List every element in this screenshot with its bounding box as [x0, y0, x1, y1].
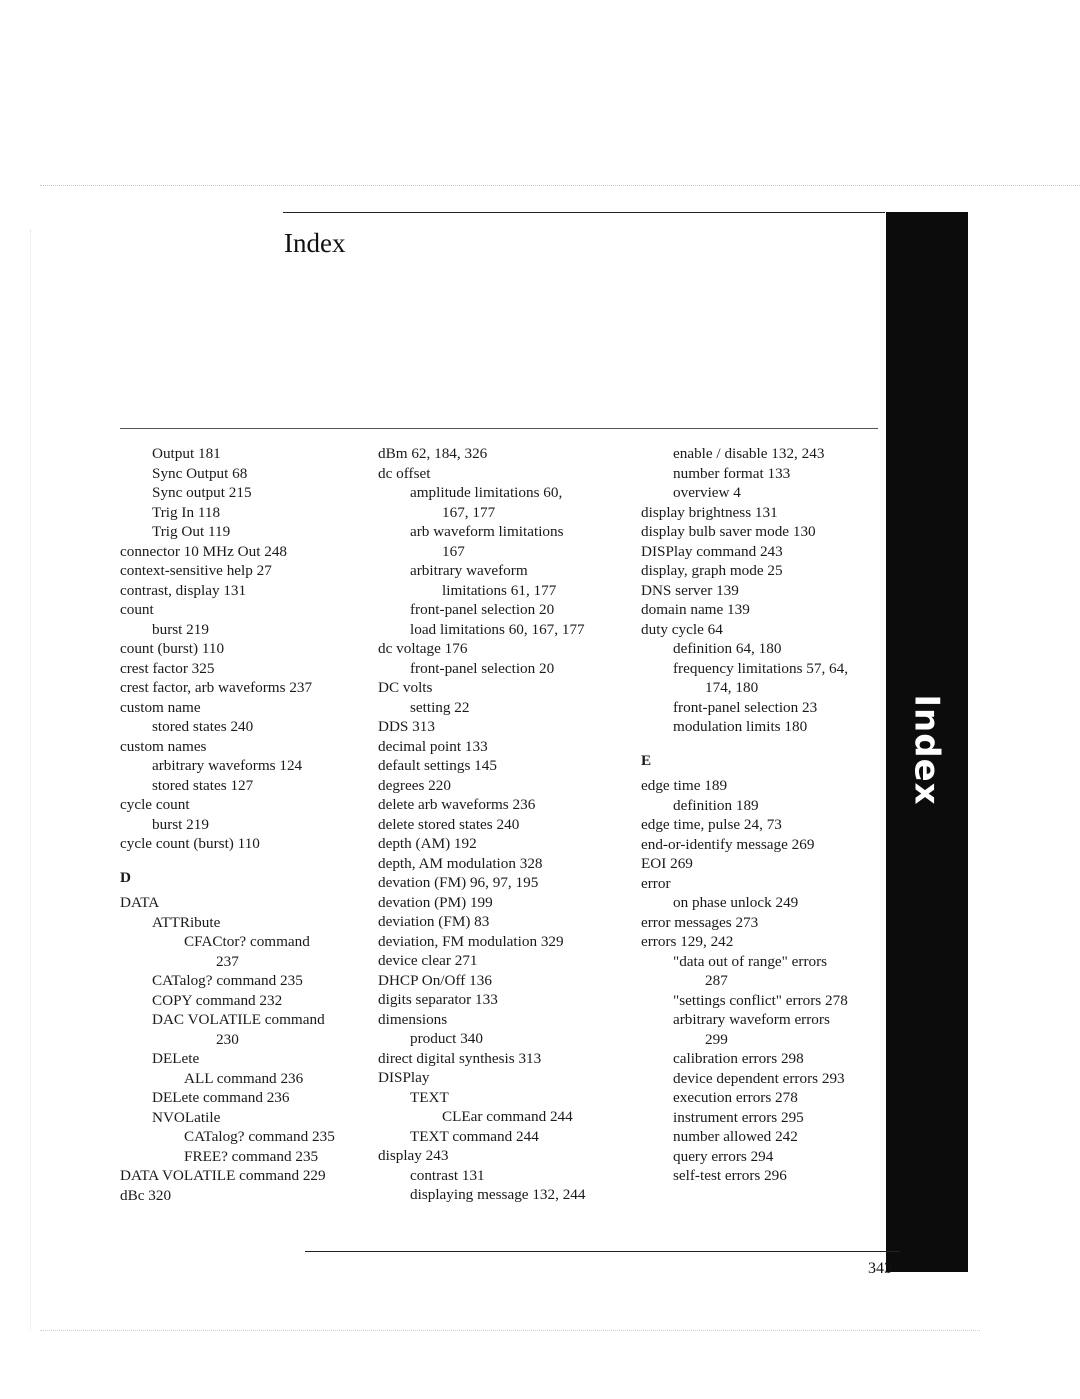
index-entry: error [641, 874, 671, 892]
index-subentry: front-panel selection 23 [673, 698, 818, 716]
index-subentry: load limitations 60, 167, 177 [410, 620, 585, 638]
index-entry: deviation (FM) 83 [378, 913, 490, 930]
index-subentry: number format 133 [673, 464, 791, 482]
index-entry: error messages 273 [641, 913, 759, 931]
index-entry: delete arb waveforms 236 [378, 796, 536, 813]
scan-artifact-left [30, 230, 71, 1330]
index-subentry: modulation limits 180 [673, 718, 808, 735]
index-entry: devation (FM) 96, 97, 195 [378, 874, 539, 891]
index-entry: DHCP On/Off 136 [378, 971, 492, 989]
index-entry: EOI 269 [641, 855, 693, 872]
page-title: Index [284, 228, 346, 258]
index-subentry: calibration errors 298 [673, 1050, 804, 1067]
index-subentry: ATTRibute [152, 913, 221, 931]
index-entry: depth (AM) 192 [378, 835, 477, 852]
index-subentry: 299 [705, 1030, 728, 1048]
index-subentry: arbitrary waveform errors [673, 1011, 830, 1028]
index-subentry: product 340 [410, 1030, 483, 1047]
index-entry: edge time, pulse 24, 73 [641, 816, 782, 833]
index-column-2 [378, 444, 638, 1205]
index-subentry: arbitrary waveforms 124 [152, 757, 303, 774]
index-entry: count (burst) 110 [120, 640, 225, 657]
index-entry: decimal point 133 [378, 737, 488, 755]
index-entry: devation (PM) 199 [378, 893, 493, 911]
index-subentry: Trig Out 119 [152, 523, 231, 540]
index-subentry: front-panel selection 20 [410, 601, 555, 618]
index-entry: DC volts [378, 679, 433, 696]
index-subentry: CATalog? command 235 [152, 972, 303, 989]
index-entry: device clear 271 [378, 952, 478, 969]
index-entry: direct digital synthesis 313 [378, 1049, 542, 1067]
index-entry: cycle count [120, 796, 190, 813]
index-entry: contrast, display 131 [120, 581, 247, 599]
index-entry: errors 129, 242 [641, 933, 734, 950]
page-number: 343 [868, 1260, 892, 1277]
index-subentry: definition 189 [673, 796, 759, 814]
index-subentry: instrument errors 295 [673, 1108, 804, 1126]
index-subentry: 167, 177 [442, 503, 496, 521]
index-subentry: definition 64, 180 [673, 640, 782, 657]
index-subentry: arb waveform limitations [410, 523, 564, 540]
index-entry: DATA [120, 894, 160, 911]
index-entry: dBm 62, 184, 326 [378, 445, 488, 462]
index-entry: dBc 320 [120, 1186, 172, 1204]
index-column-1 [120, 444, 380, 1205]
index-entry: context-sensitive help 27 [120, 562, 272, 579]
index-column-3 [641, 444, 901, 1186]
index-subentry: displaying message 132, 244 [410, 1186, 586, 1203]
index-entry: degrees 220 [378, 776, 451, 794]
index-entry: DISPlay [378, 1069, 430, 1086]
index-subentry: FREE? command 235 [184, 1147, 319, 1165]
index-subentry: 287 [705, 972, 728, 989]
index-subentry: Sync Output 68 [152, 464, 248, 482]
index-subentry: execution errors 278 [673, 1089, 798, 1106]
index-entry: digits separator 133 [378, 991, 498, 1008]
index-entry: DISPlay command 243 [641, 542, 783, 560]
index-entry: display brightness 131 [641, 503, 778, 521]
index-entry: delete stored states 240 [378, 815, 520, 833]
index-subentry: ALL command 236 [184, 1069, 304, 1087]
columns-top-rule [120, 428, 878, 429]
index-entry: display 243 [378, 1147, 449, 1164]
scan-artifact-top [40, 185, 1080, 186]
index-subentry: arbitrary waveform [410, 562, 528, 579]
index-entry: dc offset [378, 464, 431, 482]
index-entry: default settings 145 [378, 757, 497, 774]
index-subentry: Sync output 215 [152, 484, 252, 501]
index-entry: deviation, FM modulation 329 [378, 932, 564, 950]
index-subentry: limitations 61, 177 [442, 581, 557, 599]
index-subentry: stored states 240 [152, 718, 254, 735]
index-subentry: device dependent errors 293 [673, 1069, 845, 1087]
index-entry: edge time 189 [641, 777, 728, 794]
index-entry: crest factor, arb waveforms 237 [120, 679, 313, 696]
index-letter-heading: E [641, 751, 652, 769]
index-subentry: frequency limitations 57, 64, [673, 659, 849, 677]
index-entry: DNS server 139 [641, 581, 739, 599]
index-entry: connector 10 MHz Out 248 [120, 542, 288, 560]
index-subentry: CFACtor? command [184, 933, 310, 950]
index-subentry: number allowed 242 [673, 1128, 798, 1145]
index-subentry: 174, 180 [705, 679, 759, 696]
index-entry: cycle count (burst) 110 [120, 835, 260, 852]
index-entry: domain name 139 [641, 601, 750, 618]
index-subentry: 237 [216, 952, 239, 970]
index-subentry: stored states 127 [152, 776, 254, 794]
index-subentry: NVOLatile [152, 1108, 221, 1126]
index-subentry: CLEar command 244 [442, 1108, 573, 1125]
index-subentry: 230 [216, 1030, 239, 1048]
index-subentry: enable / disable 132, 243 [673, 445, 825, 462]
index-subentry: query errors 294 [673, 1147, 774, 1165]
index-subentry: DAC VOLATILE command [152, 1011, 325, 1028]
index-subentry: burst 219 [152, 815, 209, 833]
side-tab-label: Index [907, 694, 947, 806]
index-entry: display, graph mode 25 [641, 562, 783, 579]
index-subentry: TEXT [410, 1088, 449, 1106]
index-subentry: front-panel selection 20 [410, 659, 555, 677]
index-entry: end-or-identify message 269 [641, 835, 815, 853]
index-entry: crest factor 325 [120, 659, 215, 677]
index-entry: DATA VOLATILE command 229 [120, 1167, 326, 1184]
index-entry: custom name [120, 698, 201, 716]
index-subentry: DELete [152, 1050, 200, 1067]
index-entry: DDS 313 [378, 718, 435, 735]
index-subentry: "settings conflict" errors 278 [673, 991, 848, 1009]
index-subentry: burst 219 [152, 620, 209, 638]
index-subentry: contrast 131 [410, 1166, 485, 1184]
index-subentry: overview 4 [673, 484, 741, 501]
scan-artifact-bottom [40, 1330, 980, 1331]
index-entry: dc voltage 176 [378, 640, 468, 657]
index-subentry: self-test errors 296 [673, 1167, 787, 1184]
index-letter-heading: D [120, 868, 131, 886]
index-subentry: TEXT command 244 [410, 1127, 539, 1145]
index-entry: duty cycle 64 [641, 620, 723, 638]
index-entry: depth, AM modulation 328 [378, 854, 543, 872]
index-subentry: on phase unlock 249 [673, 894, 799, 911]
index-entry: dimensions [378, 1010, 448, 1028]
title-rule [283, 212, 885, 213]
index-subentry: Trig In 118 [152, 503, 221, 521]
index-subentry: 167 [442, 542, 465, 560]
index-subentry: "data out of range" errors [673, 952, 828, 970]
index-subentry: Output 181 [152, 445, 221, 462]
index-entry: count [120, 601, 154, 618]
index-subentry: setting 22 [410, 698, 470, 716]
index-subentry: DELete command 236 [152, 1089, 290, 1106]
index-subentry: COPY command 232 [152, 991, 283, 1009]
index-entry: display bulb saver mode 130 [641, 523, 816, 540]
index-subentry: amplitude limitations 60, [410, 484, 563, 501]
index-subentry: CATalog? command 235 [184, 1128, 335, 1145]
index-entry: custom names [120, 737, 207, 755]
footer-rule [305, 1251, 900, 1252]
